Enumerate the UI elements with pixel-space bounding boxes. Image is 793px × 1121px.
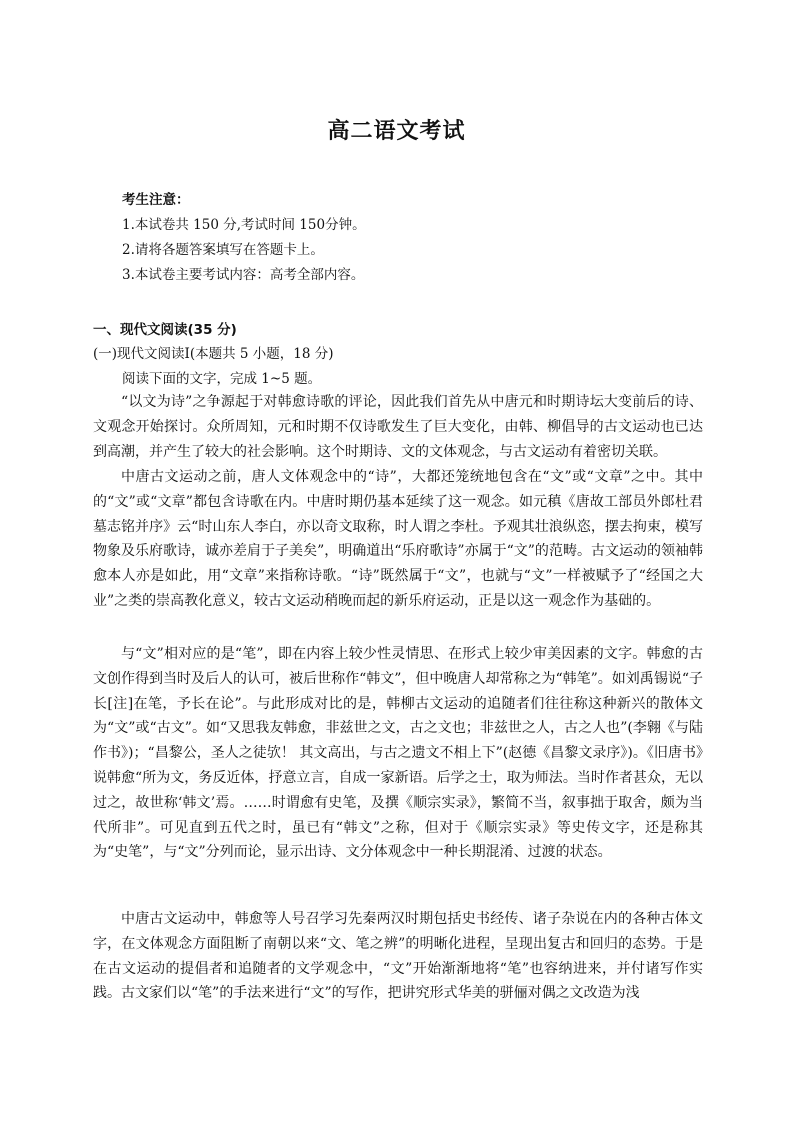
passage-paragraph: 与“文”相对应的是“笔”，即在内容上较少性灵情思、在形式上较少审美因素的文字。韩愈的古文创作得到当时及后人的认可，被后世称作“韩文”，但中晚唐人却常称之为“韩笔”。如刘禹锡说“子长[注]在笔，予长在论”。与此形成对比的是，韩柳古文运动的追随者们往往称这种新兴的散体文为“文”或“古文”。如“又思我友韩愈，非兹世之文，古之文也；非兹世之人，古之人也”(李翱《与陆作书》)；“昌黎公，圣人之徒欤！ 其文高出，与古之遗文不相上下”(赵德《昌黎文录序》)。《旧唐书》说韩愈“所为文，务反近体，抒意立言，自成一家新语。后学之士，取为师法。当时作者甚众，无以过之，故世称‘韩文’焉。……时谓愈有史笔，及撰《顺宗实录》，繁简不当，叙事拙于取舍，颇为当代所非”。可见直到五代之时，虽已有“韩文”之称，但对于《顺宗实录》等史传文字，还是称其为“史笔”，与“文”分列而论，显示出诗、文分体观念中一种长期混淆、过渡的状态。 [93, 646, 703, 861]
notice-item: 2.请将各题答案填写在答题卡上。 [122, 242, 324, 258]
passage-paragraph: “以文为诗”之争源起于对韩愈诗歌的评论，因此我们首先从中唐元和时期诗坛大变前后的诗、文观念开始探讨。众所周知，元和时期不仅诗歌发生了巨大变化，由韩、柳倡导的古文运动也已达到高潮，并产生了较大的社会影响。这个时期诗、文的文体观念，与古文运动有着密切关联。 [93, 394, 703, 460]
notice-item: 1.本试卷共 150 分,考试时间 150分钟。 [122, 217, 366, 233]
exam-title: 高二语文考试 [327, 119, 466, 144]
subsection-heading: (一)现代文阅读Ⅰ(本题共 5 小题，18 分) [93, 346, 334, 362]
passage-paragraph: 中唐古文运动中，韩愈等人号召学习先秦两汉时期包括史书经传、诸子杂说在内的各种古体文字，在文体观念方面阻断了南朝以来“文、笔之辨”的明晰化进程，呈现出复古和回归的态势。于是在古文运动的提倡者和追随者的文学观念中，“文”开始渐渐地将“笔”也容纳进来，并付诸写作实践。古文家们以“笔”的手法来进行“文”的写作，把讲究形式华美的骈俪对偶之文改造为浅 [93, 911, 703, 1002]
notice-item: 3.本试卷主要考试内容：高考全部内容。 [122, 267, 365, 283]
passage-paragraph: 中唐古文运动之前，唐人文体观念中的“诗”，大都还笼统地包含在“文”或“文章”之中。其中的“文”或“文章”都包含诗歌在内。中唐时期仍基本延续了这一观念。如元稹《唐故工部员外郎杜君墓志铭并序》云“时山东人李白，亦以奇文取称，时人谓之李杜。予观其壮浪纵恣，摆去拘束，模写物象及乐府歌诗，诚亦差肩于子美矣”，明确道出“乐府歌诗”亦属于“文”的范畴。古文运动的领袖韩愈本人亦是如此，用“文章”来指称诗歌。“诗”既然属于“文”，也就与“文”一样被赋予了“经国之大业”之类的崇高教化意义，较古文运动稍晚而起的新乐府运动，正是以这一观念作为基础的。 [93, 469, 703, 609]
notice-heading: 考生注意： [122, 192, 190, 208]
section-heading: 一、现代文阅读(35 分) [93, 322, 237, 338]
exam-notice [122, 188, 366, 288]
reading-instruction: 阅读下面的文字，完成 1~5 题。 [122, 371, 322, 387]
